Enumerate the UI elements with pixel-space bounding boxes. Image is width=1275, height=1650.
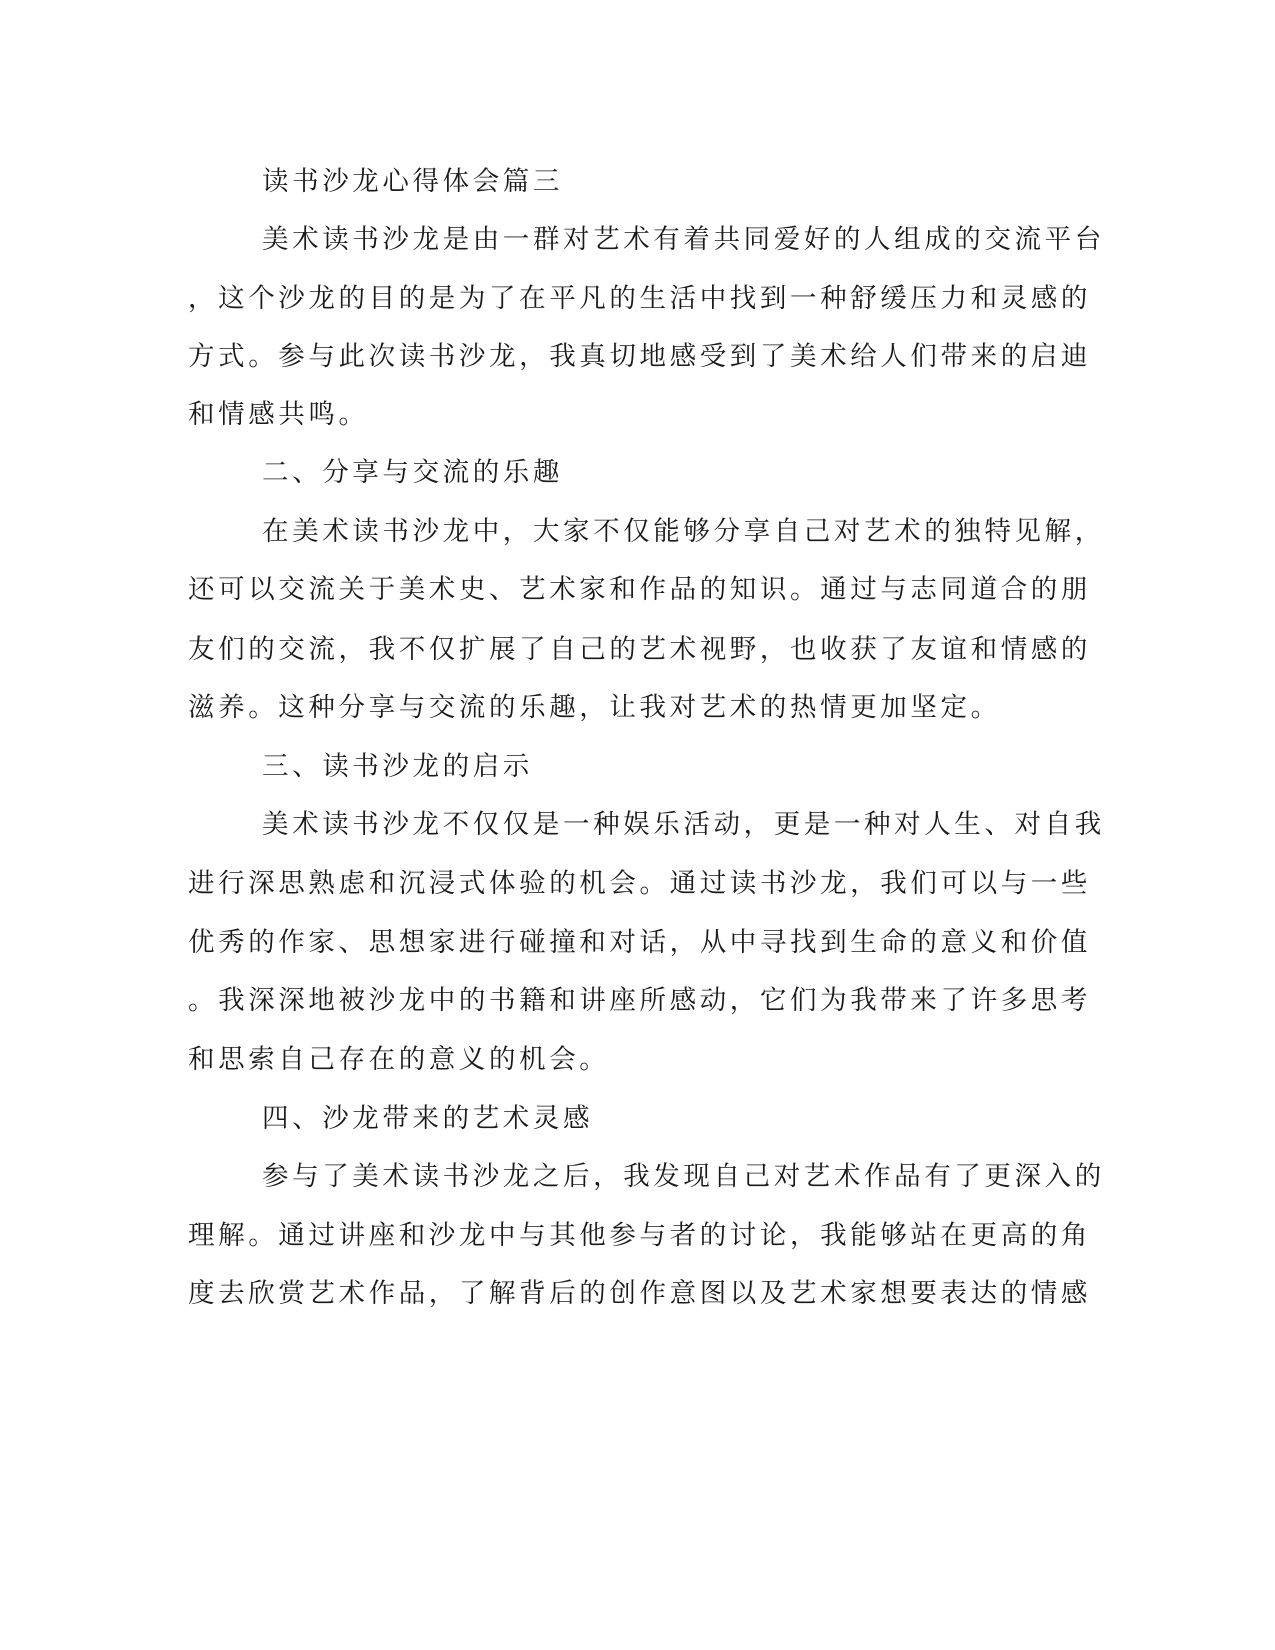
paragraph-2-line-4: 滋养。这种分享与交流的乐趣，让我对艺术的热情更加坚定。 [188, 692, 1001, 723]
paragraph-1-line-4: 和情感共鸣。 [188, 399, 369, 430]
paragraph-3-line-4: 。我深深地被沙龙中的书籍和讲座所感动，它们为我带来了许多思考 [188, 985, 1091, 1016]
paragraph-1-line-2: ，这个沙龙的目的是为了在平凡的生活中找到一种舒缓压力和灵感的 [188, 283, 1091, 314]
document-title: 读书沙龙心得体会篇三 [262, 166, 563, 197]
paragraph-2-line-2: 还可以交流关于美术史、艺术家和作品的知识。通过与志同道合的朋 [188, 574, 1091, 605]
paragraph-4-line-3: 度去欣赏艺术作品，了解背后的创作意图以及艺术家想要表达的情感 [188, 1278, 1091, 1309]
paragraph-4-line-2: 理解。通过讲座和沙龙中与其他参与者的讨论，我能够站在更高的角 [188, 1220, 1091, 1251]
paragraph-3-line-2: 进行深思熟虑和沉浸式体验的机会。通过读书沙龙，我们可以与一些 [188, 868, 1091, 899]
paragraph-1-line-3: 方式。参与此次读书沙龙，我真切地感受到了美术给人们带来的启迪 [188, 341, 1091, 372]
paragraph-3-line-1: 美术读书沙龙不仅仅是一种娱乐活动，更是一种对人生、对自我 [262, 809, 1105, 840]
paragraph-2-line-3: 友们的交流，我不仅扩展了自己的艺术视野，也收获了友谊和情感的 [188, 634, 1091, 665]
section-heading-3: 三、读书沙龙的启示 [262, 751, 533, 782]
section-heading-2: 二、分享与交流的乐趣 [262, 457, 563, 488]
paragraph-2-line-1: 在美术读书沙龙中，大家不仅能够分享自己对艺术的独特见解， [262, 516, 1105, 547]
paragraph-1-line-1: 美术读书沙龙是由一群对艺术有着共同爱好的人组成的交流平台 [262, 224, 1105, 255]
paragraph-4-line-1: 参与了美术读书沙龙之后，我发现自己对艺术作品有了更深入的 [262, 1161, 1105, 1192]
paragraph-3-line-3: 优秀的作家、思想家进行碰撞和对话，从中寻找到生命的意义和价值 [188, 927, 1091, 958]
paragraph-3-line-5: 和思索自己存在的意义的机会。 [188, 1044, 610, 1075]
section-heading-4: 四、沙龙带来的艺术灵感 [262, 1103, 594, 1134]
